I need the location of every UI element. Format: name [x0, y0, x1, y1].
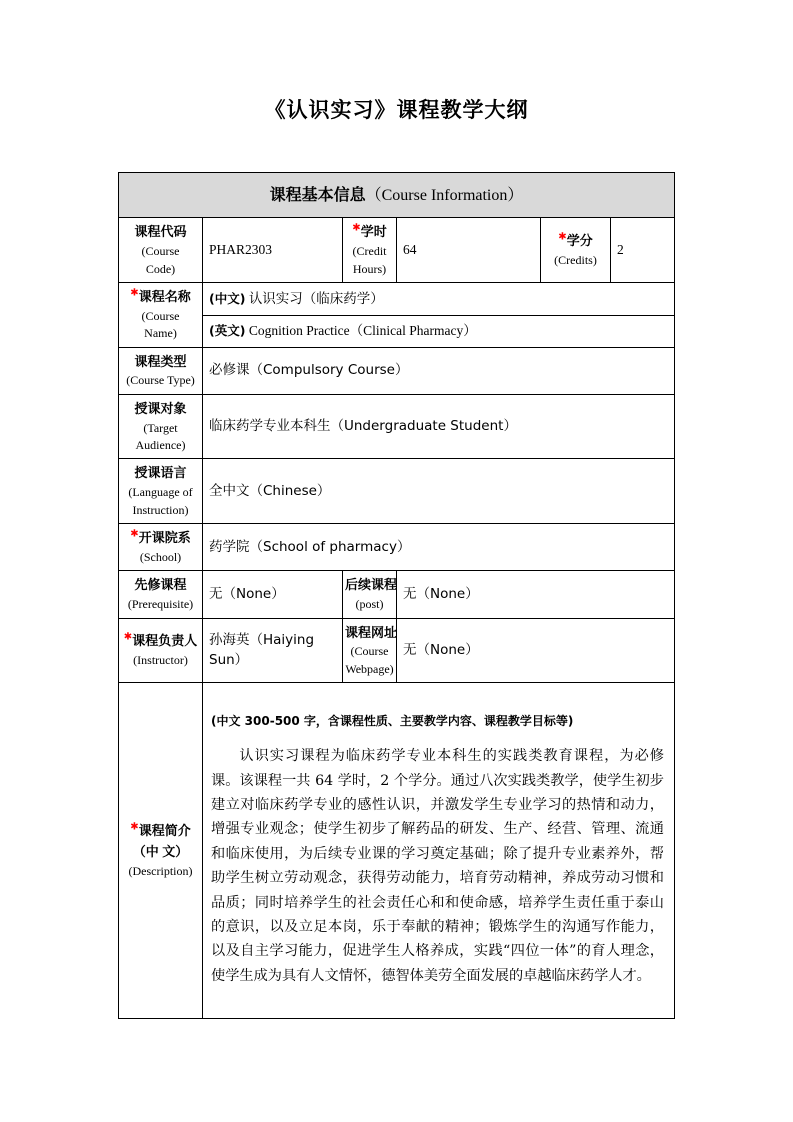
- course-webpage-label: [343, 618, 397, 683]
- table-row: [119, 618, 675, 683]
- course-name-en-value: [203, 315, 675, 347]
- language-label-en-2: Instruction): [132, 502, 189, 517]
- target-audience-label-cn: 授课对象: [134, 401, 187, 417]
- course-name-cn-prefix: (中文): [209, 290, 246, 306]
- required-marker-icon: ✱: [130, 287, 139, 299]
- course-webpage-value: [397, 618, 675, 683]
- table-row: [119, 524, 675, 571]
- instructor-label-cn: 课程负责人: [132, 634, 198, 650]
- prerequisite-label-en: (Prerequisite): [127, 597, 194, 612]
- table-row: [119, 315, 675, 347]
- target-audience-text: 临床药学专业本科生（Undergraduate Student）: [209, 418, 517, 435]
- instructor-label-en: (Instructor): [133, 653, 188, 668]
- prerequisite-text: 无（None）: [209, 586, 285, 603]
- target-audience-label-en-1: (Target: [143, 420, 178, 435]
- course-code-label-cn: 课程代码: [134, 225, 187, 241]
- table-row: [119, 283, 675, 316]
- target-audience-value: [203, 394, 675, 459]
- post-course-label: [343, 571, 397, 618]
- table-row: [119, 683, 675, 1019]
- course-webpage-label-en-1: (Course: [350, 644, 389, 659]
- required-marker-icon: ✱: [130, 528, 139, 540]
- prerequisite-label-cn: 先修课程: [134, 578, 187, 594]
- post-course-label-cn: 后续课程: [345, 578, 398, 594]
- language-label-en-1: (Language of: [128, 485, 193, 500]
- table-header-cell: [119, 173, 675, 218]
- description-note: (中文 300-500 字，含课程性质、主要教学内容、课程教学目标等): [211, 714, 574, 729]
- table-row: [119, 459, 675, 524]
- school-text: 药学院（School of pharmacy）: [209, 538, 411, 555]
- language-value: [203, 459, 675, 524]
- credits-label-cn: 学分: [566, 234, 593, 250]
- course-name-label: [119, 283, 203, 348]
- table-row: [119, 218, 675, 283]
- credits-label-en: (Credits): [554, 252, 597, 267]
- description-label-cn-1: 课程简介（中: [132, 824, 191, 860]
- course-name-label-en-2: Name): [144, 326, 177, 341]
- description-label: [119, 683, 203, 1019]
- language-label: [119, 459, 203, 524]
- course-type-text: 必修课（Compulsory Course）: [209, 362, 409, 379]
- course-name-cn-value: [203, 283, 675, 316]
- target-audience-label-en-2: Audience): [135, 438, 186, 453]
- required-marker-icon: ✱: [352, 222, 361, 234]
- table-row: [119, 394, 675, 459]
- course-code-label-en-2: Code): [145, 261, 176, 276]
- table-row: [119, 571, 675, 618]
- course-code-label-en-1: (Course: [141, 244, 180, 259]
- prerequisite-value: [203, 571, 343, 618]
- required-marker-icon: ✱: [558, 231, 567, 243]
- credits-value: 2: [611, 218, 675, 283]
- description-body: 认识实习课程为临床药学专业本科生的实践类教育课程，为必修课。该课程一共 64 学时，2 个学分。通过八次实践类教学，使学生初步建立对临床药学专业的感性认识，并激发学生专业学习的热情和动力，增强专业观念；使学生初步了解药品的研发、生产、经营、管理、流通和临床使用，为后续专业课的学习奠定基础；除了提升专业素养外，帮助学生树立劳动观念，获得劳动能力，培育劳动精神，养成劳动习惯和品质；同时培养学生的社会责任心和和使命感，培养学生责任重于泰山的意识，以及立足本岗，乐于奉献的精神；锻炼学生的沟通写作能力，以及自主学习能力，促进学生人格养成，实践“四位一体”的育人理念，使学生成为具有人文情怀，德智体美劳全面发展的卓越临床药学人才。: [211, 748, 664, 984]
- course-name-en-prefix: (英文): [209, 323, 246, 339]
- school-label-cn: 开课院系: [138, 531, 191, 547]
- course-code-label: [119, 218, 203, 283]
- course-webpage-label-en-2: Webpage): [345, 661, 394, 676]
- course-type-value: [203, 347, 675, 394]
- course-name-cn-text: 认识实习（临床药学）: [248, 290, 384, 307]
- course-name-en-text: Cognition Practice（Clinical Pharmacy）: [248, 323, 477, 339]
- course-type-label: [119, 347, 203, 394]
- course-webpage-text: 无（None）: [403, 642, 479, 659]
- credit-hours-value: 64: [397, 218, 541, 283]
- school-label: [119, 524, 203, 571]
- school-label-en: (School): [139, 549, 182, 564]
- instructor-label: [119, 618, 203, 683]
- prerequisite-label: [119, 571, 203, 618]
- credits-label: [541, 218, 611, 283]
- course-code-value: PHAR2303: [203, 218, 343, 283]
- credit-hours-label-en-1: (Credit: [352, 244, 387, 259]
- school-value: [203, 524, 675, 571]
- table-header-row: [119, 173, 675, 218]
- table-header-label-en: （Course Information）: [365, 187, 524, 205]
- course-information-table: [118, 172, 675, 1019]
- course-name-label-en-1: (Course: [141, 308, 180, 323]
- course-webpage-label-cn: 课程网址: [345, 625, 398, 641]
- instructor-text: 孙海英（Haiying Sun）: [209, 631, 315, 669]
- table-row: [119, 347, 675, 394]
- description-label-cn-2: 文）: [162, 845, 189, 860]
- description-content-cell: [203, 683, 675, 1019]
- credit-hours-label-cn: 学时: [360, 225, 387, 241]
- page-title: 《认识实习》课程教学大纲: [264, 98, 529, 122]
- required-marker-icon: ✱: [130, 821, 139, 833]
- description-label-en: (Description): [128, 863, 193, 878]
- credit-hours-label-en-2: Hours): [352, 261, 387, 276]
- target-audience-label: [119, 394, 203, 459]
- table-header-label-cn: 课程基本信息: [269, 185, 366, 205]
- course-name-label-cn: 课程名称: [138, 290, 191, 305]
- credit-hours-label: [343, 218, 397, 283]
- post-course-label-en: (post): [355, 597, 384, 612]
- course-type-label-en: (Course Type): [126, 373, 195, 388]
- post-course-value: [397, 571, 675, 618]
- course-type-label-cn: 课程类型: [134, 354, 187, 370]
- post-course-text: 无（None）: [403, 586, 479, 603]
- required-marker-icon: ✱: [123, 631, 133, 643]
- language-text: 全中文（Chinese）: [209, 483, 331, 500]
- language-label-cn: 授课语言: [134, 466, 187, 482]
- instructor-value: [203, 618, 343, 683]
